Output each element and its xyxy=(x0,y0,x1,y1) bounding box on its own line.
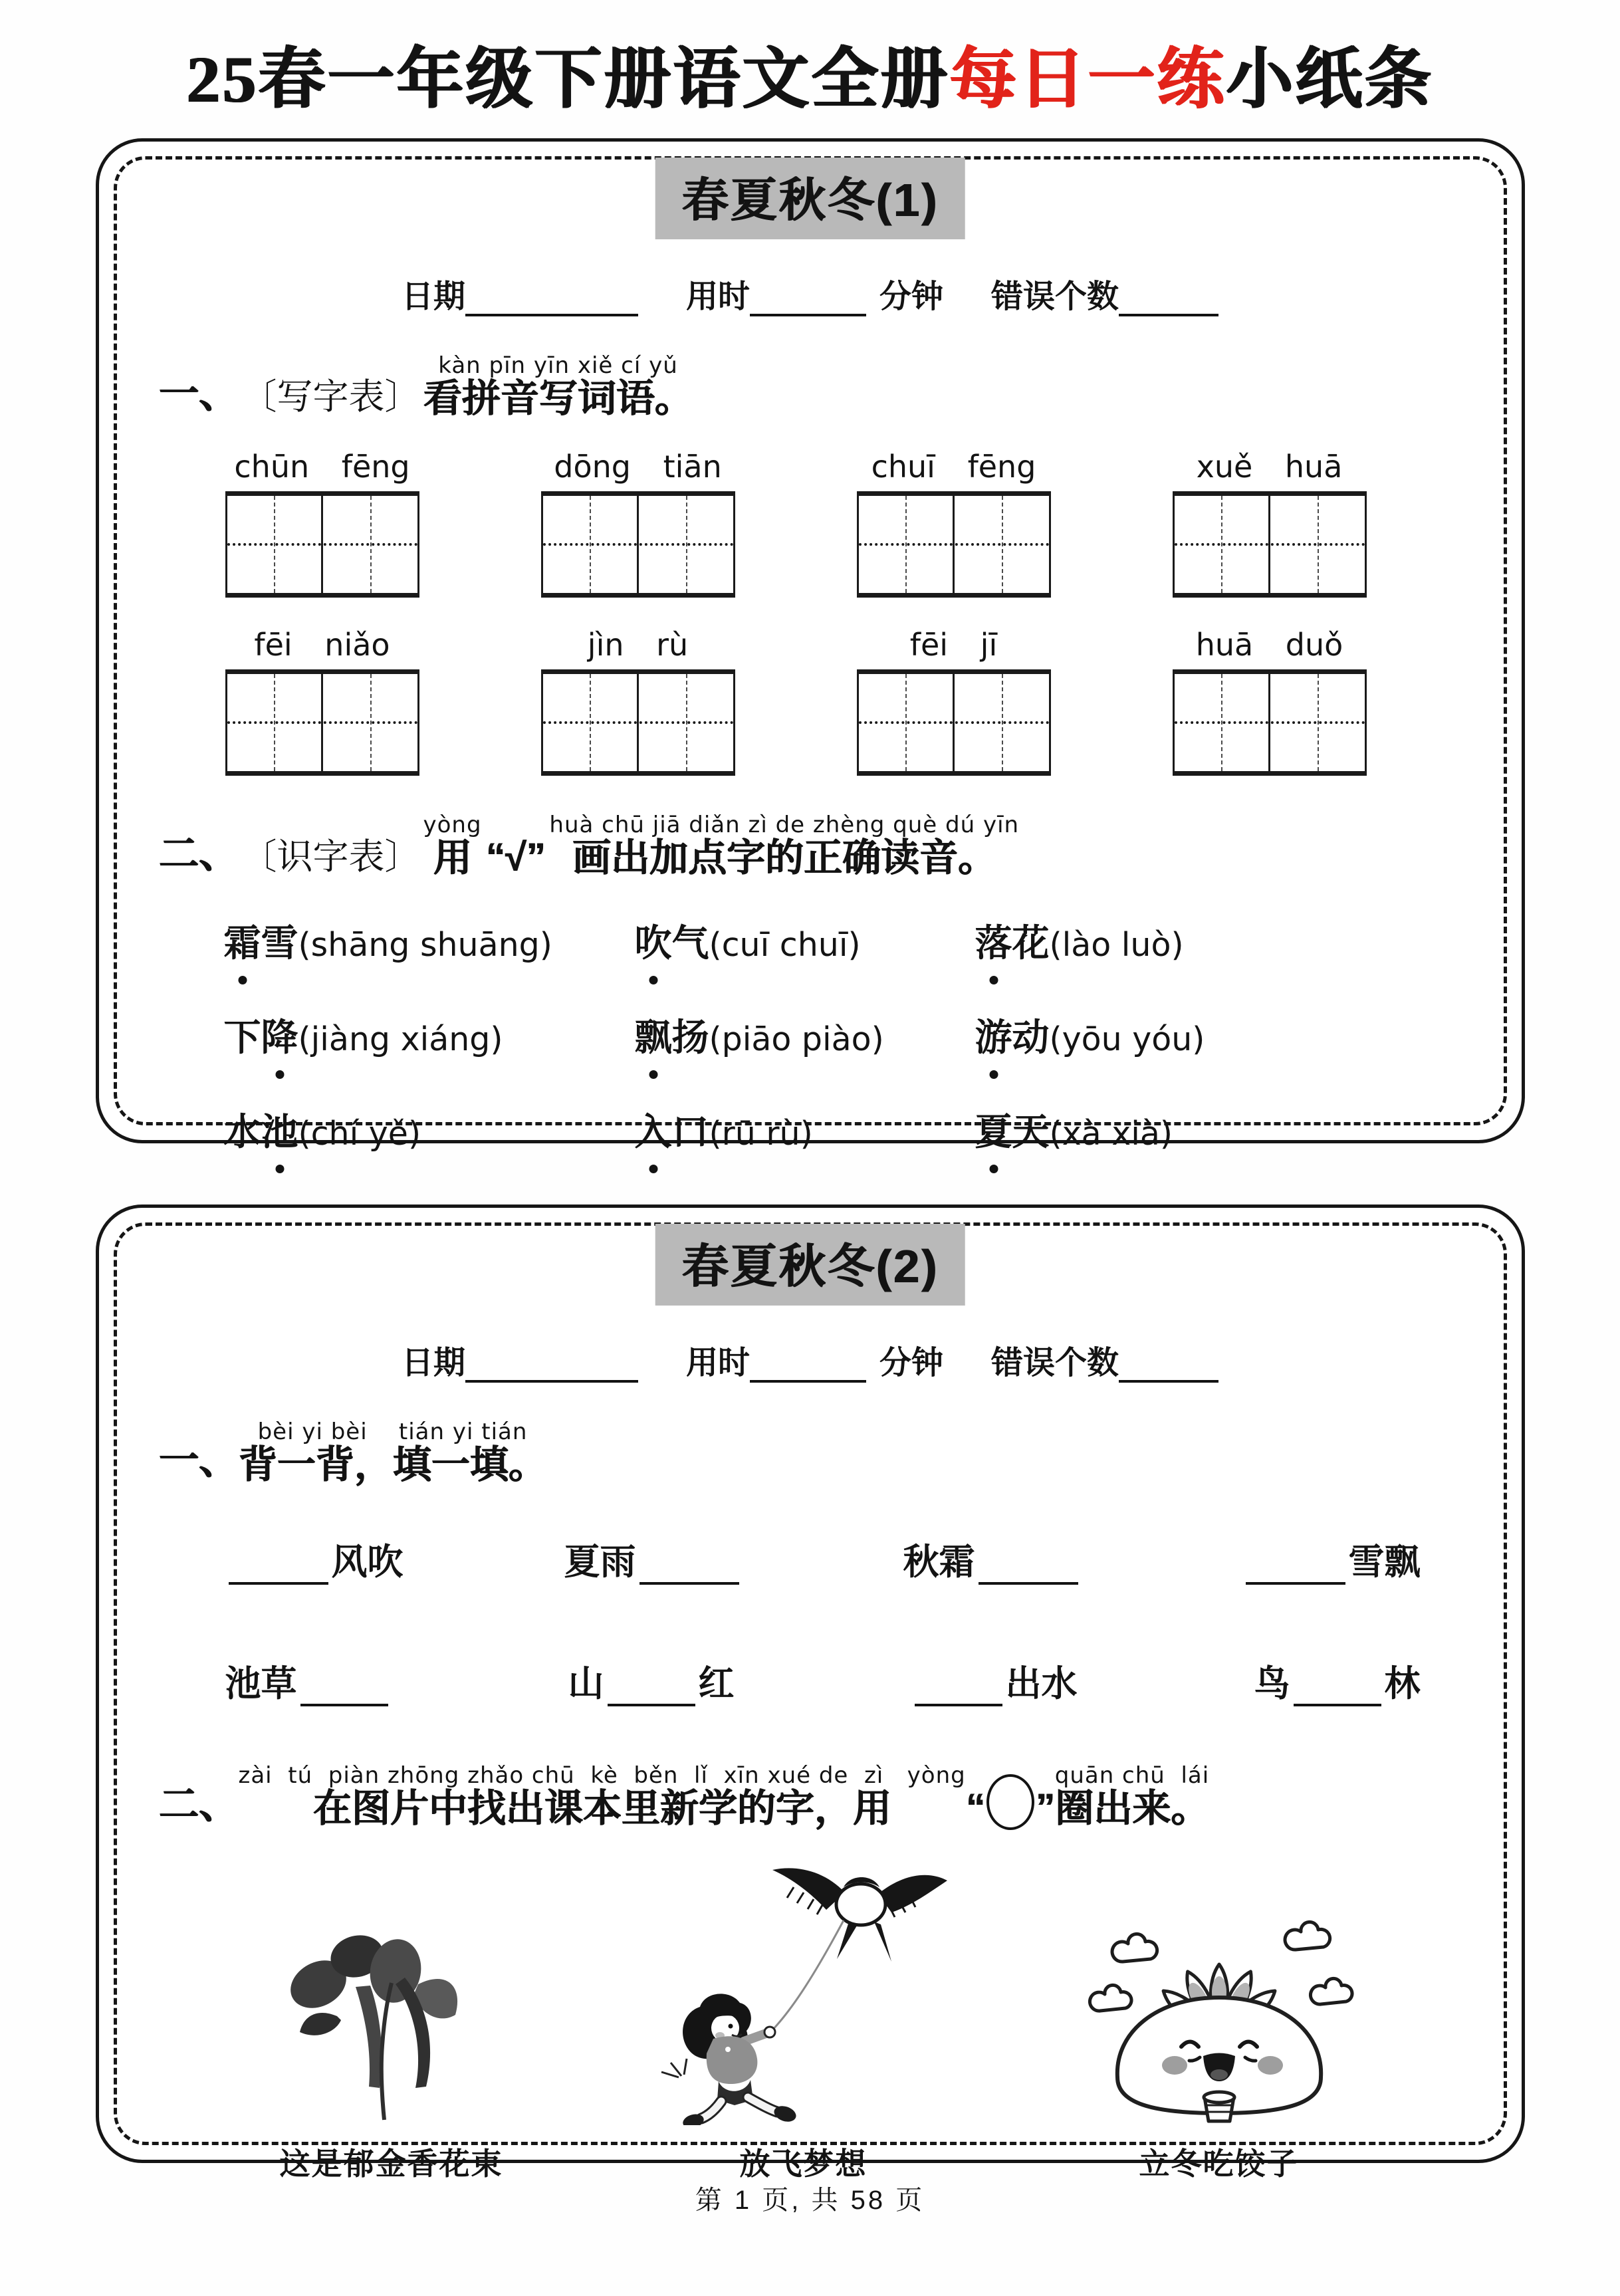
writing-grid xyxy=(857,669,1051,776)
hanzi-char: 气 xyxy=(671,923,709,965)
figure-caption: 放飞梦想 xyxy=(739,2146,868,2181)
card-1-body xyxy=(99,142,1522,1156)
question-segment xyxy=(549,813,1019,879)
fill-text: 风吹 xyxy=(331,1542,404,1583)
question-text: 画出加点字的正确读音。 xyxy=(572,836,996,880)
question-segment xyxy=(239,1764,966,1829)
minutes-label: 分钟 xyxy=(879,1345,944,1381)
hanzi-char: 下 xyxy=(223,1017,261,1059)
pinyin-options: (chí yě) xyxy=(298,1114,421,1153)
pinyin-options: (xà xià) xyxy=(1049,1114,1173,1153)
reading-item xyxy=(224,1103,635,1156)
fill-row-1 xyxy=(159,1534,1462,1585)
reading-item xyxy=(635,1103,975,1156)
fill-text: 出水 xyxy=(1005,1664,1078,1704)
question-text: 用 xyxy=(433,836,472,880)
fill-text: 秋霜 xyxy=(903,1542,975,1583)
reading-item xyxy=(635,914,975,967)
date-blank-line xyxy=(465,1377,638,1383)
figure-caption: 立冬吃饺子 xyxy=(1139,2146,1299,2181)
girl-flying-kite-illustration xyxy=(644,1839,963,2125)
section-badge-2: 春夏秋冬(2) xyxy=(655,1224,965,1306)
figures-row xyxy=(159,1830,1462,2184)
hanzi-char: 落 xyxy=(975,914,1012,967)
fill-row-2 xyxy=(159,1655,1462,1706)
hanzi-char: 天 xyxy=(1012,1111,1050,1153)
figure-tulip xyxy=(252,1906,531,2184)
writing-grid xyxy=(541,669,735,776)
hanzi-char: 水 xyxy=(223,1111,261,1153)
pinyin-grid-row-2 xyxy=(159,627,1462,776)
pinyin-annotation: quān chū lái xyxy=(1054,1762,1210,1789)
hanzi-char: 降 xyxy=(261,1008,298,1062)
grid-midline xyxy=(227,543,417,546)
fill-group xyxy=(225,1655,392,1706)
hanzi-char: 游 xyxy=(975,1008,1012,1062)
fill-text: 鸟 xyxy=(1254,1664,1290,1704)
pinyin-annotation: huà chū jiā diǎn zì de zhèng què dú yīn xyxy=(549,812,1020,839)
reading-item xyxy=(224,1008,635,1062)
grid-pinyin-label: fēi jī xyxy=(909,627,998,663)
reading-item xyxy=(224,914,635,967)
grid-group xyxy=(225,449,419,598)
question-text-with-pinyin xyxy=(423,354,693,419)
reading-item xyxy=(635,1008,975,1062)
fill-group xyxy=(1254,1655,1421,1706)
grid-group xyxy=(225,627,419,776)
open-quote: “ xyxy=(965,1785,985,1829)
fill-text: 雪飘 xyxy=(1348,1542,1421,1583)
blank-line xyxy=(1294,1700,1381,1706)
title-prefix: 25春一年级下册语文全册 xyxy=(186,43,950,116)
pinyin-options: (cuī chuī) xyxy=(709,925,861,964)
blank-line xyxy=(979,1578,1078,1585)
question-number: 二、 xyxy=(158,831,239,876)
question-text: 看拼音写词语。 xyxy=(423,376,693,420)
question-text: 背一背，填一填。 xyxy=(238,1442,547,1486)
question-number: 一、 xyxy=(158,1438,239,1483)
fill-text: 红 xyxy=(698,1664,735,1704)
page-title xyxy=(0,0,1620,121)
grid-midline xyxy=(543,721,733,724)
grid-pinyin-label: chūn fēng xyxy=(234,449,410,485)
hanzi-char: 入 xyxy=(635,1103,672,1156)
fill-group xyxy=(568,1655,735,1706)
grid-midline xyxy=(1175,721,1365,724)
title-highlight: 每日一练 xyxy=(949,43,1226,116)
fill-text: 林 xyxy=(1384,1664,1421,1704)
tulip-bouquet-illustration xyxy=(252,1906,531,2125)
title-suffix: 小纸条 xyxy=(1226,43,1434,116)
question-number: 二、 xyxy=(158,1781,239,1827)
grid-midline xyxy=(227,721,417,724)
pinyin-annotation: yòng xyxy=(423,812,482,839)
errors-label: 错误个数 xyxy=(991,279,1119,314)
blank-line xyxy=(608,1700,695,1706)
meta-row-1 xyxy=(159,271,1462,316)
hanzi-char: 夏 xyxy=(975,1103,1012,1156)
question-text-with-pinyin xyxy=(239,1420,547,1486)
pinyin-annotation: bèi yi bèi tián yi tián xyxy=(257,1419,528,1445)
writing-grid xyxy=(1173,491,1367,598)
section-badge-1: 春夏秋冬(1) xyxy=(655,158,965,239)
fill-text: 夏雨 xyxy=(564,1542,636,1583)
hanzi-char: 花 xyxy=(1012,923,1050,965)
card-2-body xyxy=(99,1208,1522,2184)
grid-group xyxy=(857,449,1051,598)
blank-line xyxy=(915,1700,1002,1706)
card2-question-2-heading xyxy=(159,1764,1462,1829)
time-blank-line xyxy=(750,1377,866,1383)
circle-glyph xyxy=(986,1774,1034,1830)
card2-question-1-heading xyxy=(159,1420,1462,1486)
fill-group xyxy=(911,1655,1078,1706)
grid-pinyin-label: xuě huā xyxy=(1196,449,1343,485)
card1-question-2-heading xyxy=(159,813,1462,879)
reading-item xyxy=(975,914,1462,967)
writing-grid xyxy=(541,491,735,598)
reading-item xyxy=(975,1008,1462,1062)
grid-group xyxy=(857,627,1051,776)
errors-blank-line xyxy=(1119,311,1218,316)
fill-group xyxy=(1242,1534,1421,1585)
pinyin-options: (rū rù) xyxy=(709,1114,813,1153)
fill-text: 山 xyxy=(568,1664,604,1704)
hanzi-char: 霜 xyxy=(224,914,261,967)
card-section-1 xyxy=(96,138,1525,1153)
time-blank-line xyxy=(750,311,866,316)
grid-group xyxy=(541,449,735,598)
grid-pinyin-label: jìn rù xyxy=(587,627,689,663)
grid-pinyin-label: chuī fēng xyxy=(871,449,1036,485)
hanzi-char: 动 xyxy=(1012,1017,1050,1059)
figure-caption: 这是郁金香花束 xyxy=(279,2146,503,2181)
card-section-2 xyxy=(96,1205,1525,2181)
meta-row-2 xyxy=(159,1337,1462,1383)
question-segment xyxy=(1055,1764,1209,1829)
grid-group xyxy=(1173,449,1367,598)
date-label: 日期 xyxy=(401,1345,465,1381)
reading-item xyxy=(975,1103,1462,1156)
blank-line xyxy=(639,1578,739,1585)
errors-blank-line xyxy=(1119,1377,1218,1383)
page-footer: 第 1 页, 共 58 页 xyxy=(695,2186,925,2215)
dumpling-illustration xyxy=(1076,1906,1362,2125)
grid-midline xyxy=(859,721,1049,724)
pinyin-options: (shāng shuāng) xyxy=(298,925,552,964)
pinyin-options: (piāo piào) xyxy=(709,1020,884,1058)
grid-pinyin-label: dōng tiān xyxy=(554,449,722,485)
grid-group xyxy=(1173,627,1367,776)
fill-group xyxy=(903,1534,1082,1585)
card1-question-1-heading xyxy=(159,354,1462,419)
minutes-label: 分钟 xyxy=(879,279,944,314)
hanzi-char: 口 xyxy=(671,1111,709,1153)
reading-items xyxy=(159,914,1462,1156)
pinyin-options: (lào luò) xyxy=(1049,925,1184,964)
writing-grid xyxy=(225,669,419,776)
time-label: 用时 xyxy=(685,1345,750,1381)
blank-line xyxy=(229,1578,328,1585)
grid-pinyin-label: fēi niǎo xyxy=(254,627,390,663)
check-mark: “√” xyxy=(485,835,546,879)
hanzi-char: 飘 xyxy=(635,1008,672,1062)
date-label: 日期 xyxy=(401,279,465,314)
figure-kite xyxy=(644,1839,963,2184)
errors-label: 错误个数 xyxy=(991,1345,1119,1381)
hanzi-char: 雪 xyxy=(261,923,298,965)
pinyin-annotation: zài tú piàn zhōng zhǎo chū kè běn lǐ xīn xué de zì yòng xyxy=(238,1762,966,1789)
grid-midline xyxy=(859,543,1049,546)
blank-line xyxy=(300,1700,388,1706)
fill-text: 池草 xyxy=(225,1664,297,1704)
fill-group xyxy=(225,1534,404,1585)
grid-midline xyxy=(1175,543,1365,546)
question-text: 在图片中找出课本里新学的字，用 xyxy=(312,1787,891,1831)
hanzi-char: 扬 xyxy=(671,1017,709,1059)
hanzi-char: 吹 xyxy=(635,914,672,967)
pinyin-options: (yōu yóu) xyxy=(1049,1020,1205,1058)
grid-midline xyxy=(543,543,733,546)
writing-grid xyxy=(857,491,1051,598)
blank-line xyxy=(1246,1578,1345,1585)
question-number: 一、 xyxy=(158,372,239,417)
date-blank-line xyxy=(465,311,638,316)
hanzi-char: 池 xyxy=(261,1103,298,1156)
time-label: 用时 xyxy=(685,279,750,314)
pinyin-grid-row-1 xyxy=(159,449,1462,598)
fill-group xyxy=(564,1534,743,1585)
question-text: 圈出来。 xyxy=(1054,1787,1209,1831)
pinyin-options: (jiàng xiáng) xyxy=(298,1020,503,1058)
grid-pinyin-label: huā duǒ xyxy=(1195,627,1343,663)
question-segment xyxy=(423,813,482,879)
writing-grid xyxy=(225,491,419,598)
section-tag: 〔写字表〕 xyxy=(241,377,421,417)
section-tag: 〔识字表〕 xyxy=(241,836,421,877)
figure-dumpling xyxy=(1076,1906,1362,2184)
close-quote: ” xyxy=(1035,1785,1055,1829)
pinyin-annotation: kàn pīn yīn xiě cí yǔ xyxy=(438,352,678,379)
writing-grid xyxy=(1173,669,1367,776)
grid-group xyxy=(541,627,735,776)
